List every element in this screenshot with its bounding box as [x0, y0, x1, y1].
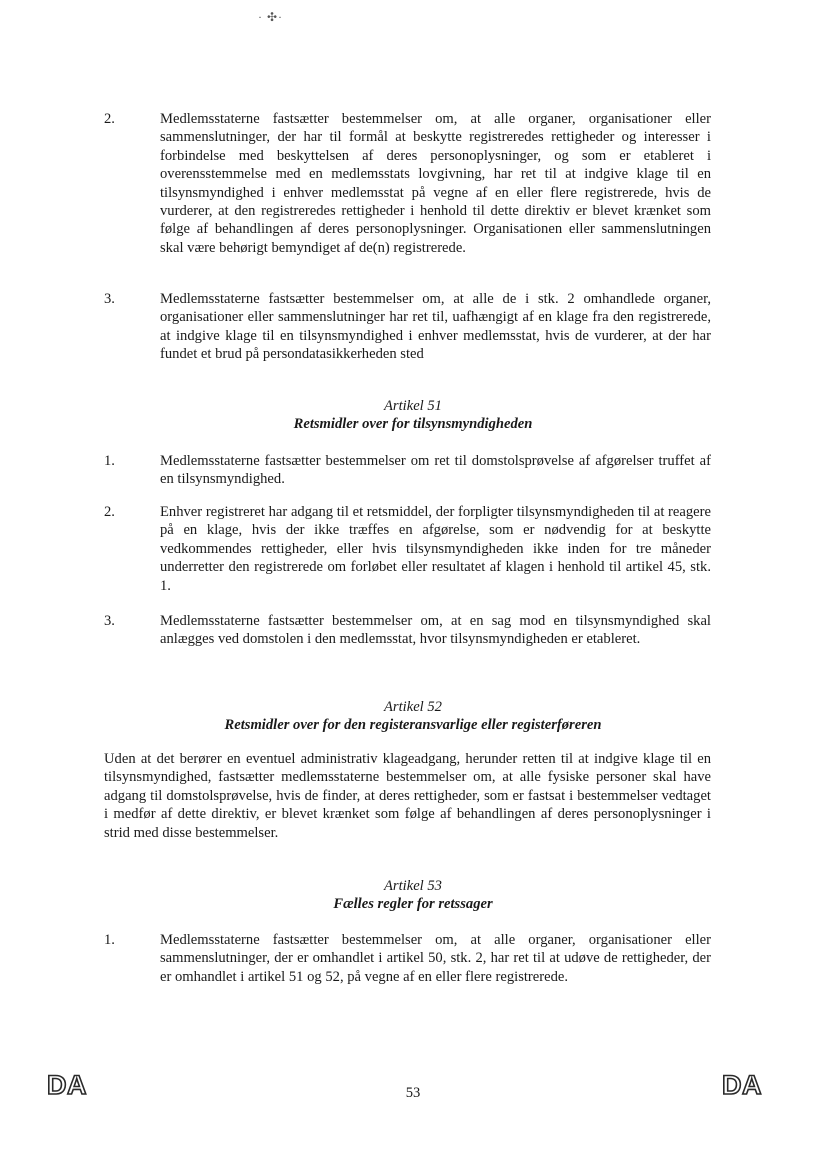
page-number: 53 [405, 1085, 421, 1101]
paragraph-text: Medlemsstaterne fastsætter bestemmelser om, at en sag mod en tilsynsmyndighed skal anlægges ved domstolen i den medlemsstat, hvor tilsynsmyndigheden er etableret. [160, 613, 711, 648]
article-title: Artikel 52 [384, 699, 442, 715]
paragraph-text: Medlemsstaterne fastsætter bestemmelser om, at alle organer, organisationer eller sammenslutninger, der er omhandlet i artikel 50, stk. 2, har ret til at udøve de rettigheder, der er omhandlet i artikel 51 og 52, på vegne af en eller flere registrerede. [160, 932, 711, 985]
paragraph-text: Enhver registreret har adgang til et retsmiddel, der forpligter tilsynsmyndigheden til at reagere på en klage, hvis der ikke træffes en afgørelse, som er nødvendig for at beskytte vedkommendes rettigheder, eller hvis tilsynsmyndigheden ikke inden for tre måneder underretter den registrerede om forløbet eller resultatet af klagen i henhold til artikel 45, stk. 1. [160, 504, 711, 594]
paragraph-number: 2. [104, 504, 115, 520]
paragraph-number: 2. [104, 111, 115, 127]
paragraph-number: 1. [104, 453, 115, 469]
paragraph-number: 3. [104, 613, 115, 629]
paragraph-text: Medlemsstaterne fastsætter bestemmelser om, at alle organer, organisationer eller sammenslutninger, der har til formål at beskytte registreredes rettigheder og interesser i forbindelse med beskyttelsen af deres personoplysninger, og som er etableret i overensstemmelse med en medlemsstats lovgivning, har ret til at indgive klage til en tilsynsmyndighed i enhver medlemsstat på vegne af en eller flere registrerede, hvis de vurderer, at den registreredes rettigheder i henhold til dette direktiv er blevet krænket som følge af behandlingen af deres personoplysninger. Organisationen eller sammenslutningen skal være behørigt bemyndiget af de(n) registrerede. [160, 111, 711, 256]
paragraph-text: Medlemsstaterne fastsætter bestemmelser om ret til domstolsprøvelse af afgørelser truffet af en tilsynsmyndighed. [160, 453, 711, 488]
language-code-right: DA [722, 1070, 762, 1100]
paragraph-number: 3. [104, 291, 115, 307]
article-heading: Retsmidler over for tilsynsmyndigheden [293, 416, 533, 432]
paragraph-text: Medlemsstaterne fastsætter bestemmelser om, at alle de i stk. 2 omhandlede organer, organisationer eller sammenslutninger har ret til, uafhængigt af en klage fra den registrerede, at indgive klage til en tilsynsmyndighed i enhver medlemsstat, hvis de vurderer, at der har fundet et brud på persondatasikkerheden sted [160, 291, 711, 363]
scan-mark: · ✣· [258, 10, 284, 24]
article-title: Artikel 53 [384, 878, 442, 894]
article-heading: Fælles regler for retssager [333, 896, 493, 912]
paragraph-number: 1. [104, 932, 115, 948]
article-title: Artikel 51 [384, 398, 442, 414]
article-body: Uden at det berører en eventuel administrativ klageadgang, herunder retten til at indgive klage til en tilsynsmyndighed, fastsætter medlemsstaterne bestemmelser om, at alle fysiske personer skal have adgang til domstolsprøvelse, hvis de finder, at deres rettigheder, som er fastsat i bestemmelser vedtaget i medfør af dette direktiv, er blevet krænket som følge af behandlingen af deres personoplysninger i strid med disse bestemmelser. [104, 751, 711, 841]
language-code-left: DA [47, 1070, 87, 1100]
article-heading: Retsmidler over for den registeransvarlige eller registerføreren [224, 717, 602, 733]
